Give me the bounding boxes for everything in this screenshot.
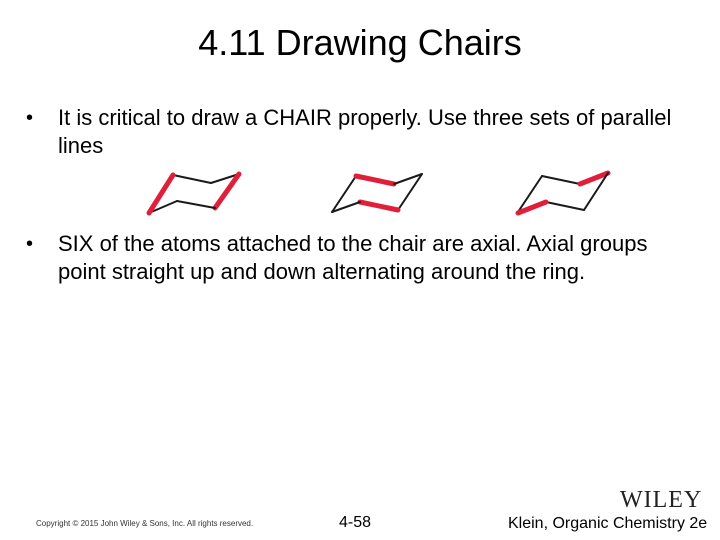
chair-bond <box>398 174 422 210</box>
footer-page-number: 4-58 <box>339 514 372 531</box>
chair-diagram-2 <box>326 168 436 220</box>
chair-diagram-1 <box>143 168 253 220</box>
chair-bond-highlight <box>215 174 239 208</box>
slide-title: 4.11 Drawing Chairs <box>198 22 522 63</box>
chair-bond <box>546 202 584 210</box>
wiley-logo: WILEY <box>620 487 703 513</box>
chair-bond <box>173 175 211 183</box>
bullet-marker: • <box>26 233 34 255</box>
footer-credit: Klein, Organic Chemistry 2e <box>508 515 708 532</box>
chair-bond <box>332 176 356 212</box>
bullet-text: It is critical to draw a CHAIR properly. Use three sets of parallel lines <box>58 105 672 158</box>
bullet-text: SIX of the atoms attached to the chair are axial. Axial groups point straight up and down alternating around the ring. <box>58 231 648 284</box>
chair-bond-highlight <box>360 202 398 210</box>
chair-bond-highlight <box>356 176 394 184</box>
chair-bond <box>542 176 580 184</box>
chair-diagram-3 <box>512 168 622 220</box>
bullet-marker: • <box>26 107 34 129</box>
footer-copyright: Copyright © 2015 John Wiley & Sons, Inc. All rights reserved. <box>36 519 254 528</box>
chair-bond <box>177 201 215 208</box>
